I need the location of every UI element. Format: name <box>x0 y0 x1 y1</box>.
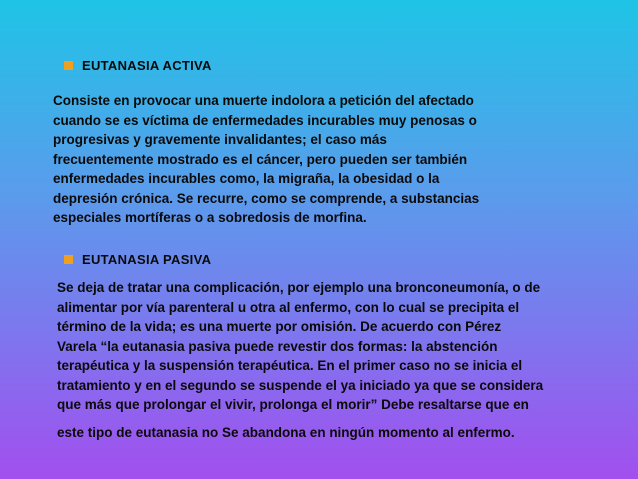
text-line: que más que prolongar el vivir, prolonga el morir” Debe resaltarse que en <box>57 397 529 412</box>
section-heading-activa <box>64 58 212 73</box>
text-line: alimentar por vía parenteral u otra al enfermo, con lo cual se precipita el <box>57 299 520 315</box>
paragraph-activa <box>53 91 479 228</box>
heading-text: EUTANASIA ACTIVA <box>82 58 212 73</box>
text-line: cuando se es víctima de enfermedades incurables muy penosas o <box>53 112 477 128</box>
text-line: este tipo de eutanasia no Se abandona en ningún momento al enfermo. <box>57 424 515 440</box>
text-line: Consiste en provocar una muerte indolora a petición del afectado <box>53 93 474 108</box>
text-line: tratamiento y en el segundo se suspende el ya iniciado ya que se considera <box>57 377 544 393</box>
square-bullet-icon <box>64 255 73 264</box>
paragraph-pasiva <box>57 278 543 442</box>
heading-text: EUTANASIA PASIVA <box>82 252 212 267</box>
text-line: Varela “la eutanasia pasiva puede revestir dos formas: la abstención <box>57 338 498 354</box>
text-line: frecuentemente mostrado es el cáncer, pero pueden ser también <box>53 151 468 167</box>
text-line: término de la vida; es una muerte por omisión. De acuerdo con Pérez <box>57 319 502 334</box>
square-bullet-icon <box>64 61 73 70</box>
text-line: Se deja de tratar una complicación, por ejemplo una bronconeumonía, o de <box>57 280 541 295</box>
text-line: terapéutica y la suspensión terapéutica. En el primer caso no se inicia el <box>57 358 523 373</box>
text-line: enfermedades incurables como, la migraña, la obesidad o la <box>53 171 440 186</box>
text-line: progresivas y gravemente invalidantes; el caso más <box>53 132 387 147</box>
text-line: depresión crónica. Se recurre, como se comprende, a substancias <box>53 190 480 206</box>
section-heading-pasiva <box>64 252 211 267</box>
text-line: especiales mortíferas o a sobredosis de morfina. <box>53 210 367 225</box>
